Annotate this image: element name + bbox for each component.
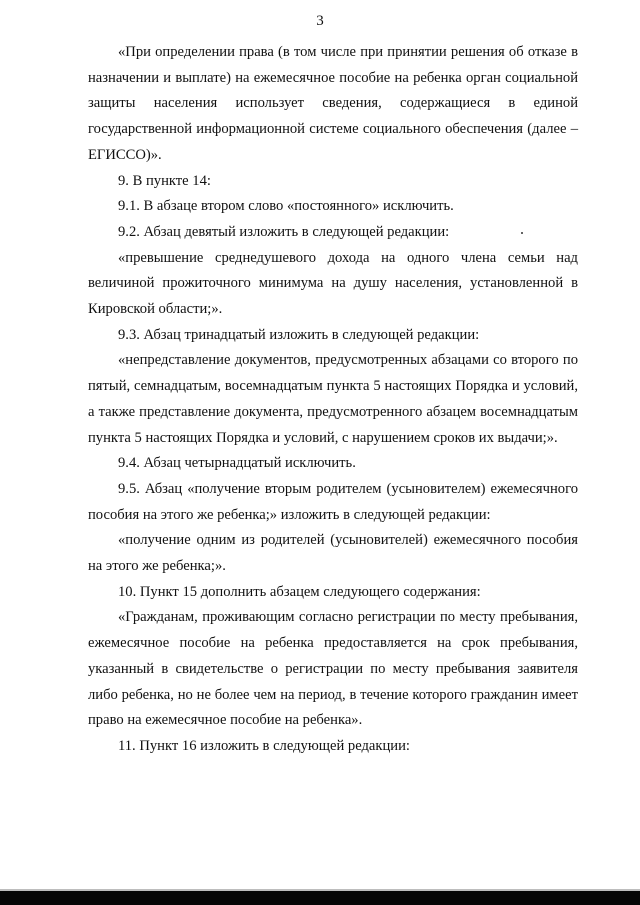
- paragraph-item-9: 9. В пункте 14:: [118, 172, 211, 189]
- scan-bottom-edge: [0, 891, 640, 905]
- paragraph-item-10: 10. Пункт 15 дополнить абзацем следующего содержания:: [118, 583, 481, 600]
- paragraph-item-11: 11. Пункт 16 изложить в следующей редакции:: [118, 737, 410, 754]
- scan-speck: [521, 232, 523, 234]
- document-body: [88, 40, 578, 760]
- paragraph-item-9-2-quote: «превышение среднедушевого дохода на одного члена семьи над величиной прожиточного минимума на душу населения, установленной в Кировской области;».: [88, 249, 578, 318]
- paragraph-item-9-1: 9.1. В абзаце втором слово «постоянного» исключить.: [118, 198, 454, 215]
- paragraph-item-9-3: 9.3. Абзац тринадцатый изложить в следующей редакции:: [118, 326, 480, 343]
- page-number: 3: [316, 13, 324, 29]
- paragraph-egisso-quote: «При определении права (в том числе при принятии решения об отказе в назначении и выплате) на ежемесячное пособие на ребенка орган социальной защиты населения использует сведения, содержащиеся в единой государственной информационной системе социального обеспечения (далее – ЕГИССО)».: [88, 44, 578, 163]
- paragraph-item-9-5: 9.5. Абзац «получение вторым родителем (усыновителем) ежемесячного пособия на этого же ребенка;» изложить в следующей редакции:: [88, 480, 578, 523]
- paragraph-item-10-quote: «Гражданам, проживающим согласно регистрации по месту пребывания, ежемесячное пособие на ребенка предоставляется на срок пребывания, указанный в свидетельстве о регистрации по месту пребывания заявителя либо ребенка, но не более чем на период, в течение которого гражданин имеет право на ежемесячное пособие на ребенка».: [88, 609, 578, 729]
- paragraph-item-9-3-quote: «непредставление документов, предусмотренных абзацами со второго по пятый, семнадцатым, восемнадцатым пункта 5 настоящих Порядка и условий, а также представление документа, предусмотренного абзацем восемнадцатым пункта 5 настоящих Порядка и условий, с нарушением сроков их выдачи;».: [88, 352, 578, 446]
- paragraph-item-9-4: 9.4. Абзац четырнадцатый исключить.: [118, 455, 356, 472]
- paragraph-item-9-2: 9.2. Абзац девятый изложить в следующей редакции:: [118, 223, 450, 240]
- paragraph-item-9-5-quote: «получение одним из родителей (усыновителей) ежемесячного пособия на этого же ребенка;».: [88, 532, 578, 575]
